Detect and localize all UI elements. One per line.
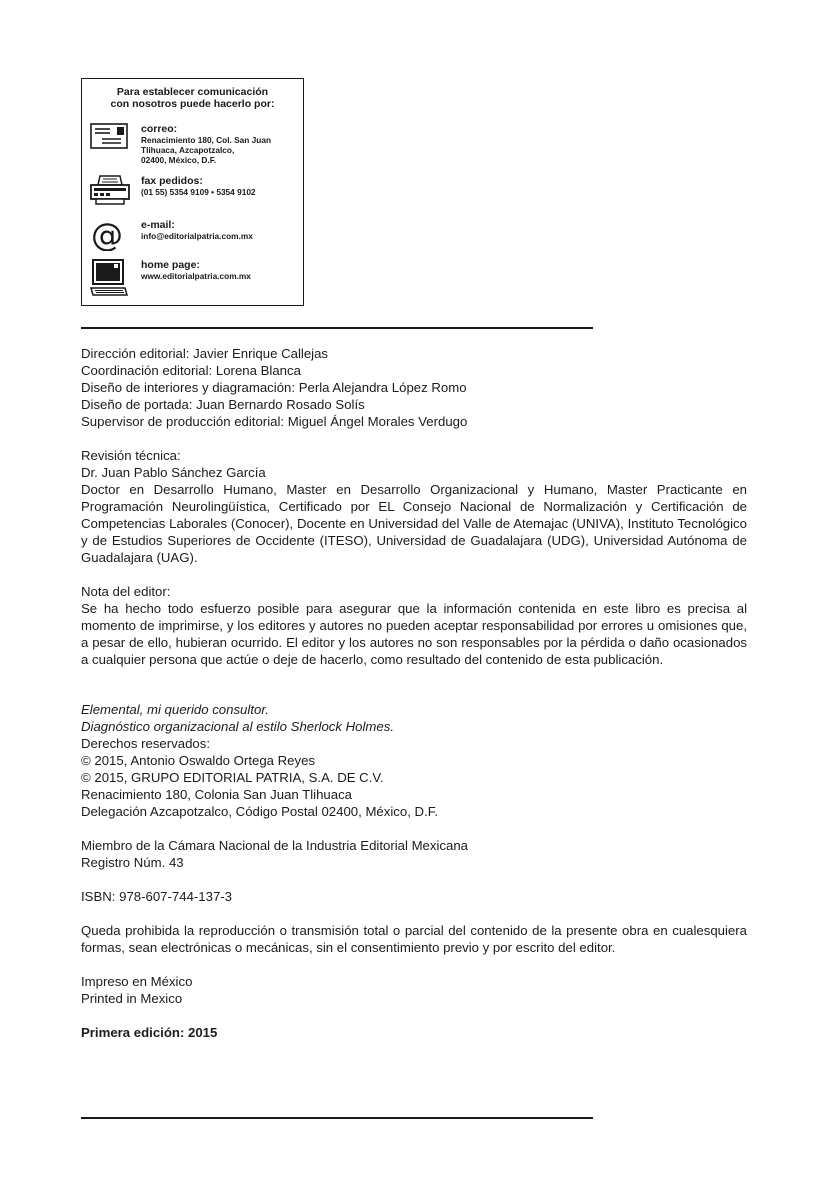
email-text xyxy=(141,219,253,241)
mail-text xyxy=(141,123,271,165)
publisher-copyright: © 2015, GRUPO EDITORIAL PATRIA, S.A. DE C.V. xyxy=(81,770,384,785)
credit-production-supervisor: Supervisor de producción editorial: Miguel Ángel Morales Verdugo xyxy=(81,414,468,429)
membership-block xyxy=(81,837,747,871)
reviewer-bio: Doctor en Desarrollo Humano, Master en Desarrollo Organizacional y Humano, Master Practicante en Programación Neurolingüística, Certificado por EL Consejo Nacional de Normalización y Certificación de Competencias Laborales (Conocer), Docente en Universidad del Valle de Atemajac (UNIVA), Instituto Tecnológico y de Estudios Superiores de Occidente (ITESO), Universidad de Guadalajara (UDG), Universidad Autónoma de Guadalajara (UAG). xyxy=(81,482,747,565)
mail-line1: Renacimiento 180, Col. San Juan xyxy=(141,135,272,145)
mail-label: correo: xyxy=(141,123,178,135)
isbn: ISBN: 978-607-744-137-3 xyxy=(81,889,233,904)
fax-label: fax pedidos: xyxy=(141,175,203,187)
web-value: www.editorialpatria.com.mx xyxy=(141,271,251,281)
publisher-address-2: Delegación Azcapotzalco, Código Postal 02400, México, D.F. xyxy=(81,804,438,819)
contact-heading xyxy=(82,86,303,110)
editor-note-text: Se ha hecho todo esfuerzo posible para asegurar que la información contenida en este libro es precisa al momento de imprimirse, y los editores y autores no pueden aceptar responsabilidad por errores u omisiones que, a pesar de ello, hubieran ocurrido. El editor y los autores no son responsables por la pérdida o daño ocasionados a cualquier persona que actúe o deje de hacerlo, como resultado del contenido de esta publicación. xyxy=(81,601,747,667)
fax-machine-icon xyxy=(90,175,130,210)
isbn-block xyxy=(81,888,747,905)
edition-block xyxy=(81,1024,747,1041)
prohibition-block xyxy=(81,922,747,956)
fax-text xyxy=(141,175,256,197)
edition: Primera edición: 2015 xyxy=(81,1025,218,1040)
email-value: info@editorialpatria.com.mx xyxy=(141,231,253,241)
printed-block xyxy=(81,973,747,1007)
rights-reserved: Derechos reservados: xyxy=(81,736,211,751)
registry-number: Registro Núm. 43 xyxy=(81,855,184,870)
contact-heading-line1: Para establecer comunicación xyxy=(116,86,269,98)
mail-line2: Tlihuaca, Azcapotzalco, xyxy=(141,145,235,155)
email-label: e-mail: xyxy=(141,219,175,231)
computer-icon xyxy=(90,259,128,302)
bottom-divider xyxy=(81,1117,593,1119)
envelope-icon xyxy=(90,123,128,154)
rights-block xyxy=(81,701,747,820)
web-label: home page: xyxy=(141,259,200,271)
credit-cover-design: Diseño de portada: Juan Bernardo Rosado Solís xyxy=(81,397,365,412)
technical-review-block xyxy=(81,447,747,566)
credit-editorial-direction: Dirección editorial: Javier Enrique Callejas xyxy=(81,346,329,361)
book-title: Elemental, mi querido consultor. xyxy=(81,702,269,717)
reviewer-name: Dr. Juan Pablo Sánchez García xyxy=(81,465,266,480)
editor-note-heading: Nota del editor: xyxy=(81,584,171,599)
printed-es: Impreso en México xyxy=(81,974,193,989)
contact-heading-line2: con nosotros puede hacerlo por: xyxy=(110,98,275,110)
editor-note-block xyxy=(81,583,747,668)
credit-editorial-coordination: Coordinación editorial: Lorena Blanca xyxy=(81,363,301,378)
svg-text:@: @ xyxy=(91,219,123,251)
credits-block xyxy=(81,345,747,430)
book-subtitle: Diagnóstico organizacional al estilo Sherlock Holmes. xyxy=(81,719,394,734)
fax-value: (01 55) 5354 9109 • 5354 9102 xyxy=(141,187,256,197)
review-heading: Revisión técnica: xyxy=(81,448,181,463)
printed-en: Printed in Mexico xyxy=(81,991,183,1006)
author-copyright: © 2015, Antonio Oswaldo Ortega Reyes xyxy=(81,753,316,768)
web-text xyxy=(141,259,251,281)
contact-box xyxy=(81,78,304,306)
top-divider xyxy=(81,327,593,329)
publisher-address-1: Renacimiento 180, Colonia San Juan Tlihuaca xyxy=(81,787,353,802)
mail-line3: 02400, México, D.F. xyxy=(141,155,217,165)
prohibition-text: Queda prohibida la reproducción o transmisión total o parcial del contenido de la presente obra en cualesquiera formas, sean electrónicas o mecánicas, sin el consentimiento previo y por escrito del editor. xyxy=(81,923,747,955)
membership-line1: Miembro de la Cámara Nacional de la Industria Editorial Mexicana xyxy=(81,838,469,853)
at-sign-icon xyxy=(90,219,124,256)
credit-interior-design: Diseño de interiores y diagramación: Perla Alejandra López Romo xyxy=(81,380,467,395)
